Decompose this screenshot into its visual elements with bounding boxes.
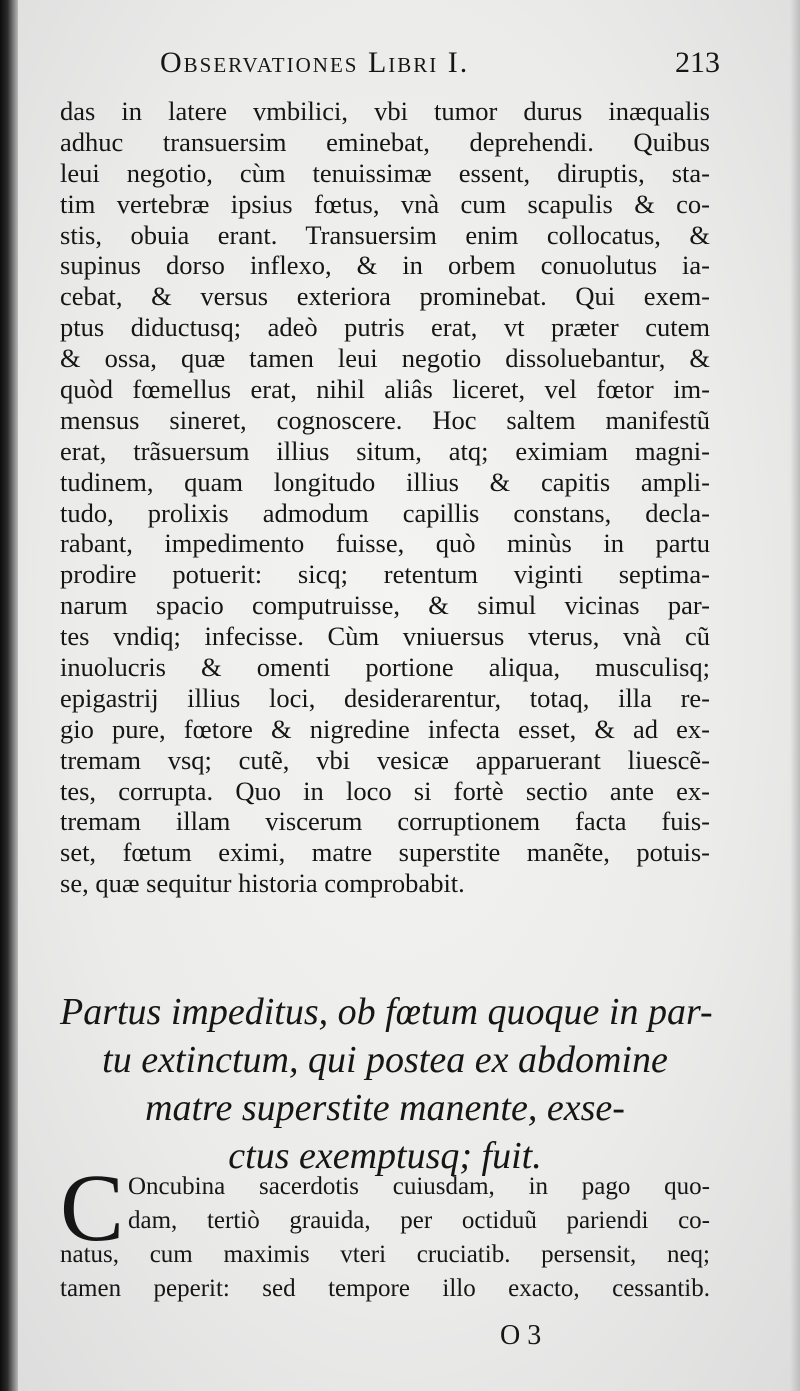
text-line: das in latere vmbilici, vbi tumor durus inæqualis xyxy=(60,96,710,126)
text-line: tamen peperit: sed tempore illo exacto, cessantib. xyxy=(60,1275,710,1302)
text-line: prodire potuerit: sicq; retentum viginti septima- xyxy=(60,559,710,590)
heading-line: matre superstite manente, exse- xyxy=(145,1087,625,1129)
body-paragraph xyxy=(60,96,710,899)
text-line: & ossa, quæ tamen leui negotio dissoluebantur, & xyxy=(60,343,710,374)
text-line: adhuc transuersim eminebat, deprehendi. Quibus xyxy=(60,126,710,157)
text-line: cebat, & versus exteriora prominebat. Qui exem- xyxy=(60,281,710,312)
text-line: epigastrij illius loci, desiderarentur, totaq, illa re- xyxy=(60,682,710,713)
page-header xyxy=(160,46,720,86)
text-line: tremam illam viscerum corruptionem facta fuis- xyxy=(60,806,710,837)
text-line: stis, obuia erant. Transuersim enim collocatus, & xyxy=(60,219,710,250)
drop-cap: C xyxy=(60,1154,125,1261)
text-line: tim vertebræ ipsius fœtus, vnà cum scapulis & co- xyxy=(60,188,710,219)
page-edge-shadow xyxy=(790,0,800,1391)
text-line: tes vndiq; infecisse. Cùm vniuersus vterus, vnà cũ xyxy=(60,621,710,652)
text-line: natus, cum maximis vteri cruciatib. persensit, neq; xyxy=(60,1241,710,1268)
text-line: tudinem, quam longitudo illius & capitis ampli- xyxy=(60,466,710,497)
signature-mark: O 3 xyxy=(500,1320,542,1351)
text-line: supinus dorso inflexo, & in orbem conuolutus ia- xyxy=(60,250,710,281)
text-line: leui negotio, cùm tenuissimæ essent, diruptis, sta- xyxy=(60,157,710,188)
text-line: quòd fœmellus erat, nihil aliâs liceret, vel fœtor im- xyxy=(60,374,710,405)
page-gutter-shadow xyxy=(0,0,18,1391)
text-line: mensus sineret, cognoscere. Hoc saltem manifestũ xyxy=(60,404,710,435)
section-heading xyxy=(60,988,713,1180)
text-line: tremam vsq; cutẽ, vbi vesicæ apparuerant liuescẽ- xyxy=(60,744,710,775)
page-number: 213 xyxy=(675,46,720,79)
text-line: dam, tertiò grauida, per octiduũ pariendi co- xyxy=(128,1207,710,1234)
text-line: inuolucris & omenti portione aliqua, musculisq; xyxy=(60,652,710,683)
text-line: se, quæ sequitur historia comprobabit. xyxy=(60,868,465,899)
text-line: Oncubina sacerdotis cuiusdam, in pago quo- xyxy=(128,1173,710,1200)
text-line: set, fœtum eximi, matre superstite manẽte, potuis- xyxy=(60,837,710,868)
running-head: Observationes Libri I. xyxy=(160,46,470,79)
heading-line: Partus impeditus, ob fœtum quoque in par- xyxy=(60,991,713,1033)
text-line: narum spacio computruisse, & simul vicinas par- xyxy=(60,590,710,621)
text-line: gio pure, fœtore & nigredine infecta esset, & ad ex- xyxy=(60,713,710,744)
text-line: erat, trãsuersum illius situm, atq; eximiam magni- xyxy=(60,435,710,466)
heading-line: tu extinctum, qui postea ex abdomine xyxy=(102,1039,668,1081)
heading-line: ctus exemptusq; fuit. xyxy=(228,1135,542,1177)
text-line: rabant, impedimento fuisse, quò minùs in partu xyxy=(60,528,710,559)
text-line: tudo, prolixis admodum capillis constans, decla- xyxy=(60,497,710,528)
text-line: tes, corrupta. Quo in loco si fortè sectio ante ex- xyxy=(60,775,710,806)
text-line: ptus diductusq; adeò putris erat, vt præter cutem xyxy=(60,312,710,343)
